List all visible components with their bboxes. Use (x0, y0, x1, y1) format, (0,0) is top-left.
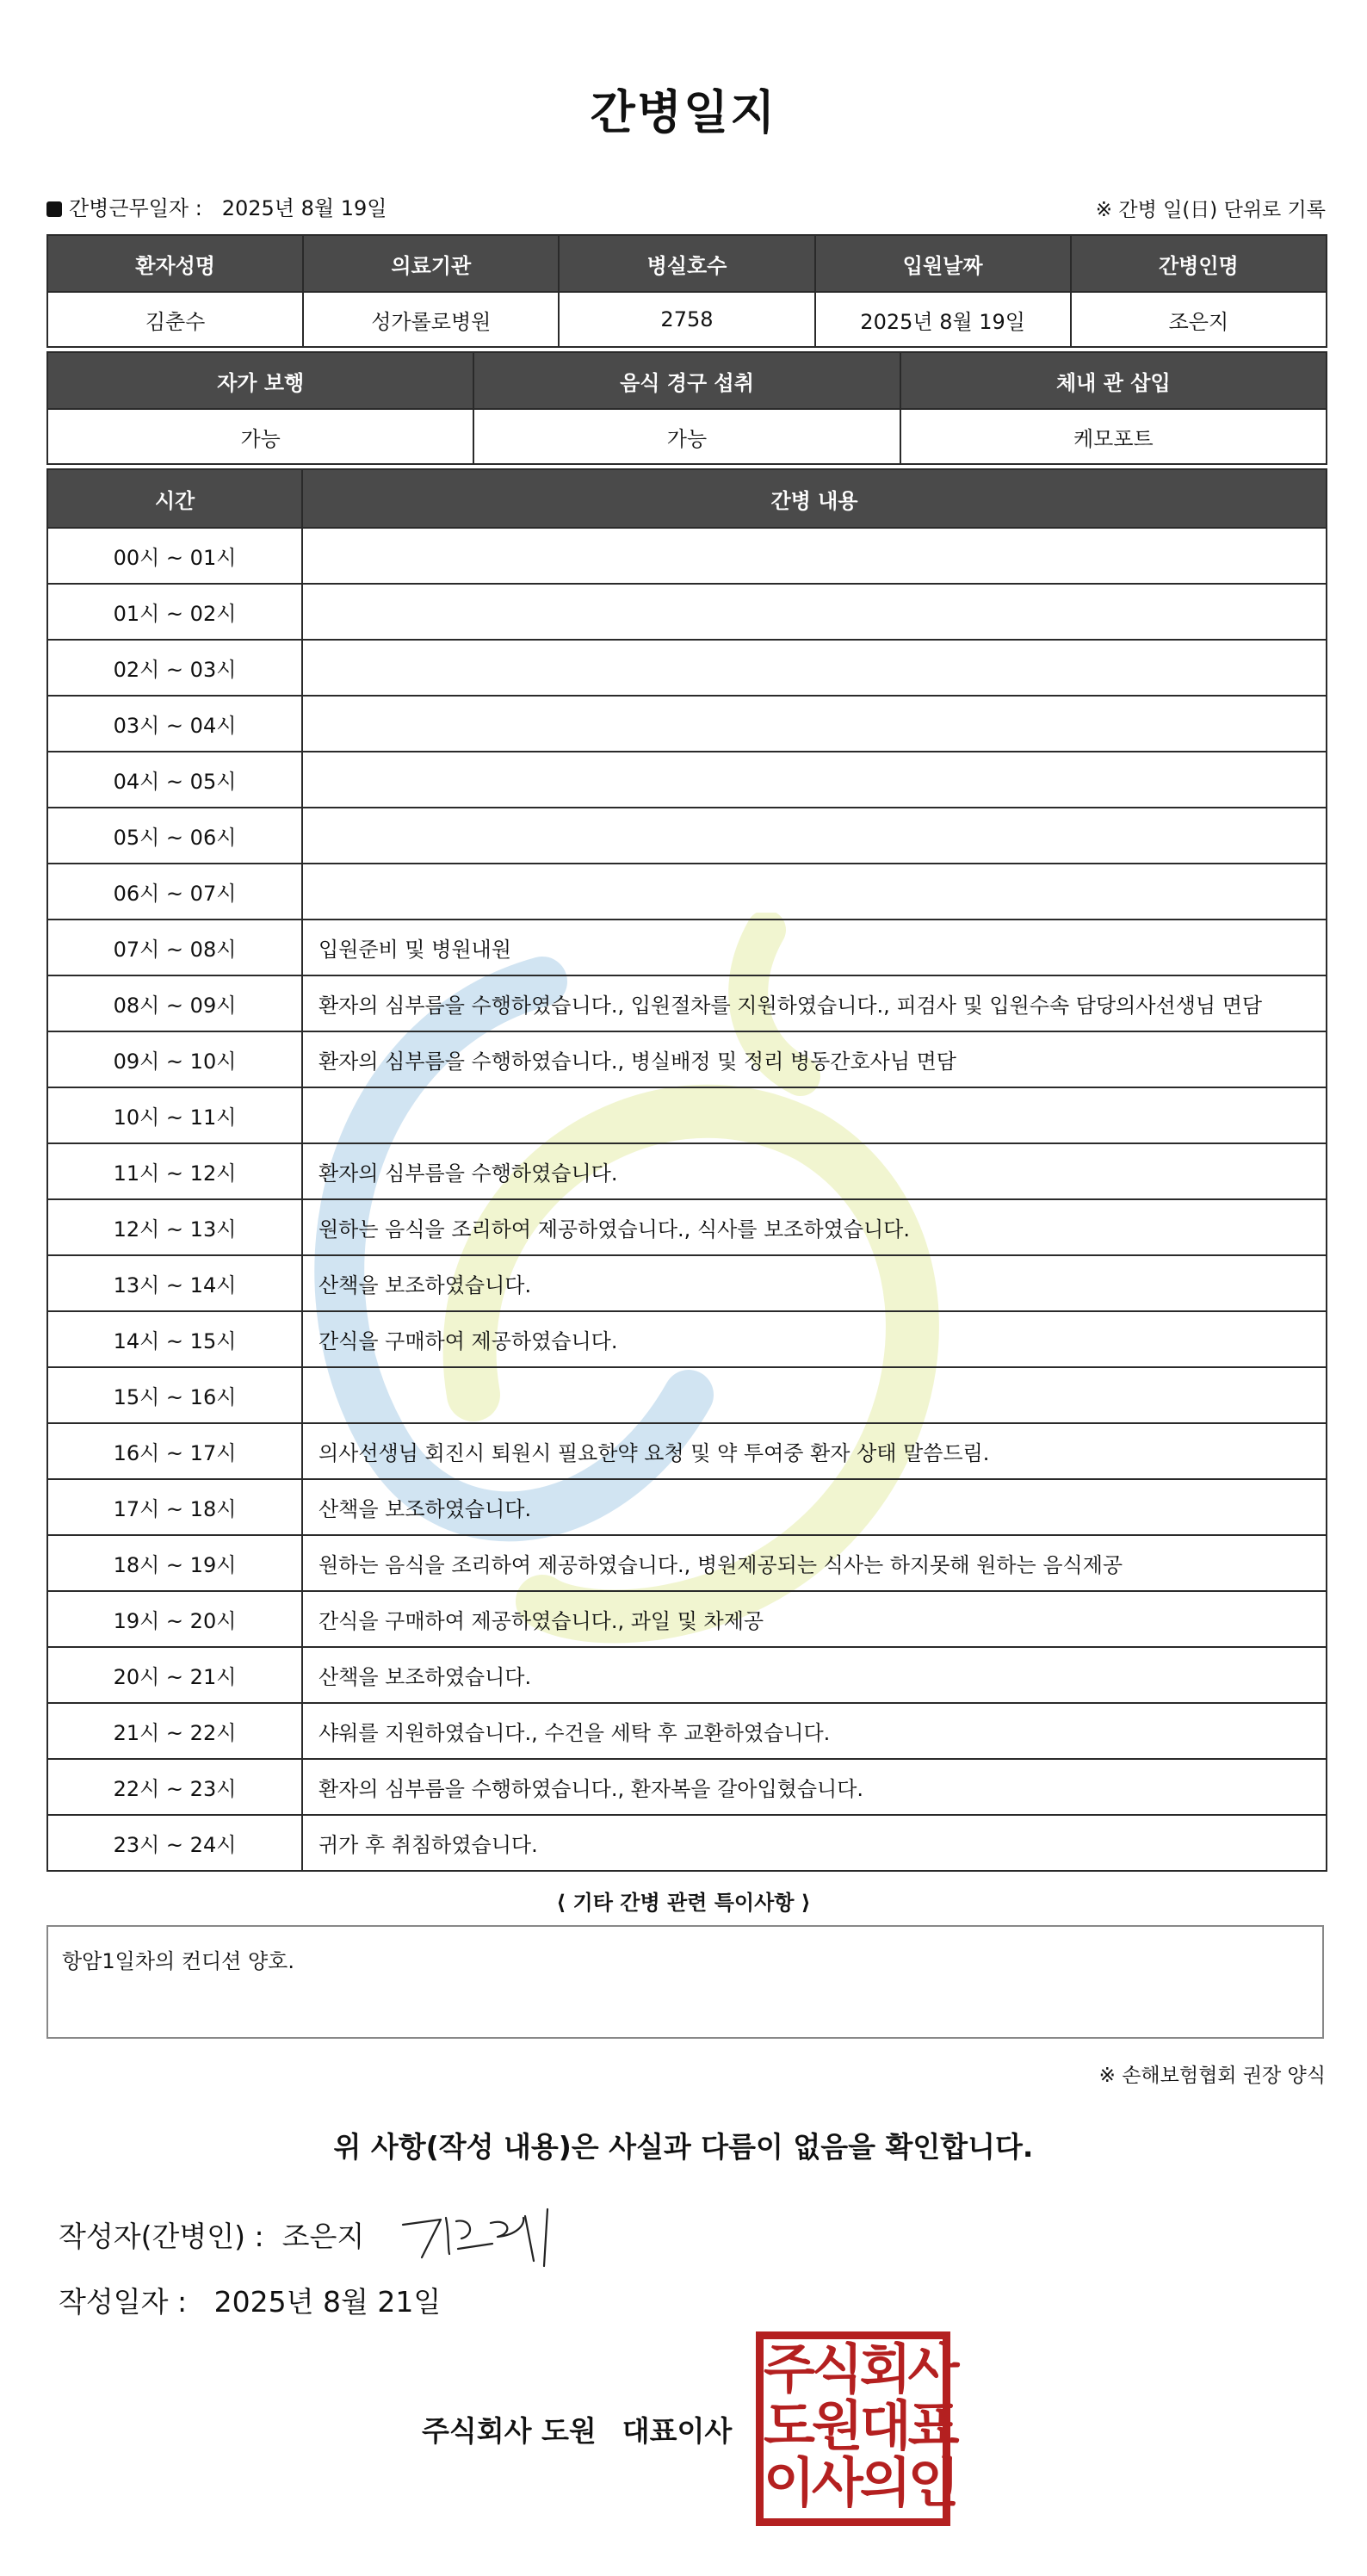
log-row (47, 1591, 1327, 1647)
log-time: 10시 ~ 11시 (47, 1087, 302, 1143)
log-content: 산책을 보조하였습니다. (302, 1255, 1327, 1311)
log-row (47, 1031, 1327, 1087)
log-row (47, 696, 1327, 752)
written-date-label: 작성일자 : (59, 2285, 188, 2319)
seal-line: 이사의인 (764, 2451, 956, 2514)
log-rows (47, 528, 1327, 1871)
patient-status-table (46, 351, 1327, 465)
unit-note: ※ 간병 일(日) 단위로 기록 (1095, 199, 1326, 221)
log-row (47, 528, 1327, 584)
log-time: 12시 ~ 13시 (47, 1199, 302, 1255)
log-content: 간식을 구매하여 제공하였습니다., 과일 및 차제공 (302, 1591, 1327, 1647)
log-row (47, 1759, 1327, 1815)
log-content: 산책을 보조하였습니다. (302, 1479, 1327, 1535)
log-content (302, 640, 1327, 696)
log-content: 샤워를 지원하였습니다., 수건을 세탁 후 교환하였습니다. (302, 1703, 1327, 1759)
log-row (47, 864, 1327, 920)
log-time: 05시 ~ 06시 (47, 808, 302, 864)
log-time: 13시 ~ 14시 (47, 1255, 302, 1311)
log-content (302, 808, 1327, 864)
log-content (302, 584, 1327, 640)
log-row (47, 975, 1327, 1031)
log-row (47, 1199, 1327, 1255)
written-date-value: 2025년 8월 21일 (213, 2285, 442, 2319)
log-row (47, 1479, 1327, 1535)
writer-line (59, 2214, 364, 2255)
log-content: 산책을 보조하였습니다. (302, 1647, 1327, 1703)
log-content: 입원준비 및 병원내원 (302, 920, 1327, 975)
confirmation-statement: 위 사항(작성 내용)은 사실과 다름이 없음을 확인합니다. (333, 2130, 1034, 2164)
log-content (302, 696, 1327, 752)
log-time: 08시 ~ 09시 (47, 975, 302, 1031)
patient-header-caregiver: 간병인명 (1071, 235, 1327, 292)
status-walking: 가능 (47, 409, 473, 464)
patient-header-room: 병실호수 (559, 235, 814, 292)
writer-label: 작성자(간병인) : (59, 2220, 264, 2253)
status-header-oral-intake: 음식 경구 섭취 (473, 352, 900, 409)
log-row (47, 1311, 1327, 1367)
log-content (302, 864, 1327, 920)
log-time: 02시 ~ 03시 (47, 640, 302, 696)
company-name: 주식회사 도원 (422, 2414, 597, 2448)
log-row (47, 584, 1327, 640)
log-row (47, 752, 1327, 808)
log-content: 귀가 후 취침하였습니다. (302, 1815, 1327, 1871)
patient-name: 김춘수 (47, 292, 303, 347)
log-time: 20시 ~ 21시 (47, 1647, 302, 1703)
log-time: 22시 ~ 23시 (47, 1759, 302, 1815)
work-date-value: 2025년 8월 19일 (221, 196, 387, 220)
patient-header-hospital: 의료기관 (303, 235, 559, 292)
log-row (47, 1423, 1327, 1479)
status-header-walking: 자가 보행 (47, 352, 473, 409)
log-row (47, 1535, 1327, 1591)
company-role: 대표이사 (622, 2414, 733, 2448)
log-time: 18시 ~ 19시 (47, 1535, 302, 1591)
log-content (302, 1367, 1327, 1423)
log-content: 원하는 음식을 조리하여 제공하였습니다., 식사를 보조하였습니다. (302, 1199, 1327, 1255)
square-bullet-icon (46, 201, 62, 217)
log-time: 23시 ~ 24시 (47, 1815, 302, 1871)
log-content (302, 528, 1327, 584)
writer-name: 조은지 (281, 2220, 365, 2253)
log-time: 14시 ~ 15시 (47, 1311, 302, 1367)
log-row (47, 920, 1327, 975)
log-content: 간식을 구매하여 제공하였습니다. (302, 1311, 1327, 1367)
log-time: 00시 ~ 01시 (47, 528, 302, 584)
log-time: 19시 ~ 20시 (47, 1591, 302, 1647)
patient-header-name: 환자성명 (47, 235, 303, 292)
handwritten-signature (396, 2201, 560, 2269)
work-date (46, 191, 387, 221)
log-time: 01시 ~ 02시 (47, 584, 302, 640)
notes-title: ⟨ 기타 간병 관련 특이사항 ⟩ (556, 1891, 811, 1915)
status-oral-intake: 가능 (473, 409, 900, 464)
log-time: 06시 ~ 07시 (47, 864, 302, 920)
insurance-note: ※ 손해보험협회 권장 양식 (1098, 2065, 1326, 2087)
log-time: 07시 ~ 08시 (47, 920, 302, 975)
log-content: 환자의 심부름을 수행하였습니다., 병실배정 및 정리 병동간호사님 면담 (302, 1031, 1327, 1087)
room-number: 2758 (559, 292, 814, 347)
hospital-name: 성가롤로병원 (303, 292, 559, 347)
log-content: 환자의 심부름을 수행하였습니다., 입원절차를 지원하였습니다., 피검사 및 입원수속 담당의사선생님 면담 (302, 975, 1327, 1031)
log-time: 16시 ~ 17시 (47, 1423, 302, 1479)
log-content: 환자의 심부름을 수행하였습니다. (302, 1143, 1327, 1199)
log-content: 의사선생님 회진시 퇴원시 필요한약 요청 및 약 투여중 환자 상태 말씀드림. (302, 1423, 1327, 1479)
patient-info-table (46, 234, 1327, 348)
status-tube: 케모포트 (900, 409, 1327, 464)
log-row (47, 1815, 1327, 1871)
seal-line: 도원대표 (764, 2394, 956, 2457)
log-row (47, 1703, 1327, 1759)
log-row (47, 808, 1327, 864)
log-row (47, 1647, 1327, 1703)
log-time: 03시 ~ 04시 (47, 696, 302, 752)
log-time: 11시 ~ 12시 (47, 1143, 302, 1199)
patient-header-admission: 입원날짜 (815, 235, 1071, 292)
care-log-table (46, 468, 1327, 1872)
log-row (47, 1143, 1327, 1199)
log-row (47, 1367, 1327, 1423)
log-header-content: 간병 내용 (302, 469, 1327, 528)
company-line (422, 2409, 732, 2449)
document-title: 간병일지 (590, 85, 777, 139)
written-date-line (59, 2280, 441, 2320)
admission-date: 2025년 8월 19일 (815, 292, 1071, 347)
log-row (47, 640, 1327, 696)
company-seal (756, 2331, 956, 2526)
status-header-tube: 체내 관 삽입 (900, 352, 1327, 409)
log-content: 원하는 음식을 조리하여 제공하였습니다., 병원제공되는 식사는 하지못해 원하는 음식제공 (302, 1535, 1327, 1591)
log-time: 04시 ~ 05시 (47, 752, 302, 808)
log-time: 15시 ~ 16시 (47, 1367, 302, 1423)
log-time: 09시 ~ 10시 (47, 1031, 302, 1087)
log-content: 환자의 심부름을 수행하였습니다., 환자복을 갈아입혔습니다. (302, 1759, 1327, 1815)
seal-line: 주식회사 (764, 2338, 956, 2400)
log-time: 21시 ~ 22시 (47, 1703, 302, 1759)
log-content (302, 752, 1327, 808)
log-time: 17시 ~ 18시 (47, 1479, 302, 1535)
log-row (47, 1255, 1327, 1311)
caregiver-name: 조은지 (1071, 292, 1327, 347)
log-row (47, 1087, 1327, 1143)
work-date-label: 간병근무일자 : (69, 196, 202, 220)
log-content (302, 1087, 1327, 1143)
notes-box: 항암1일차의 컨디션 양호. (46, 1925, 1324, 2039)
log-header-time: 시간 (47, 469, 302, 528)
